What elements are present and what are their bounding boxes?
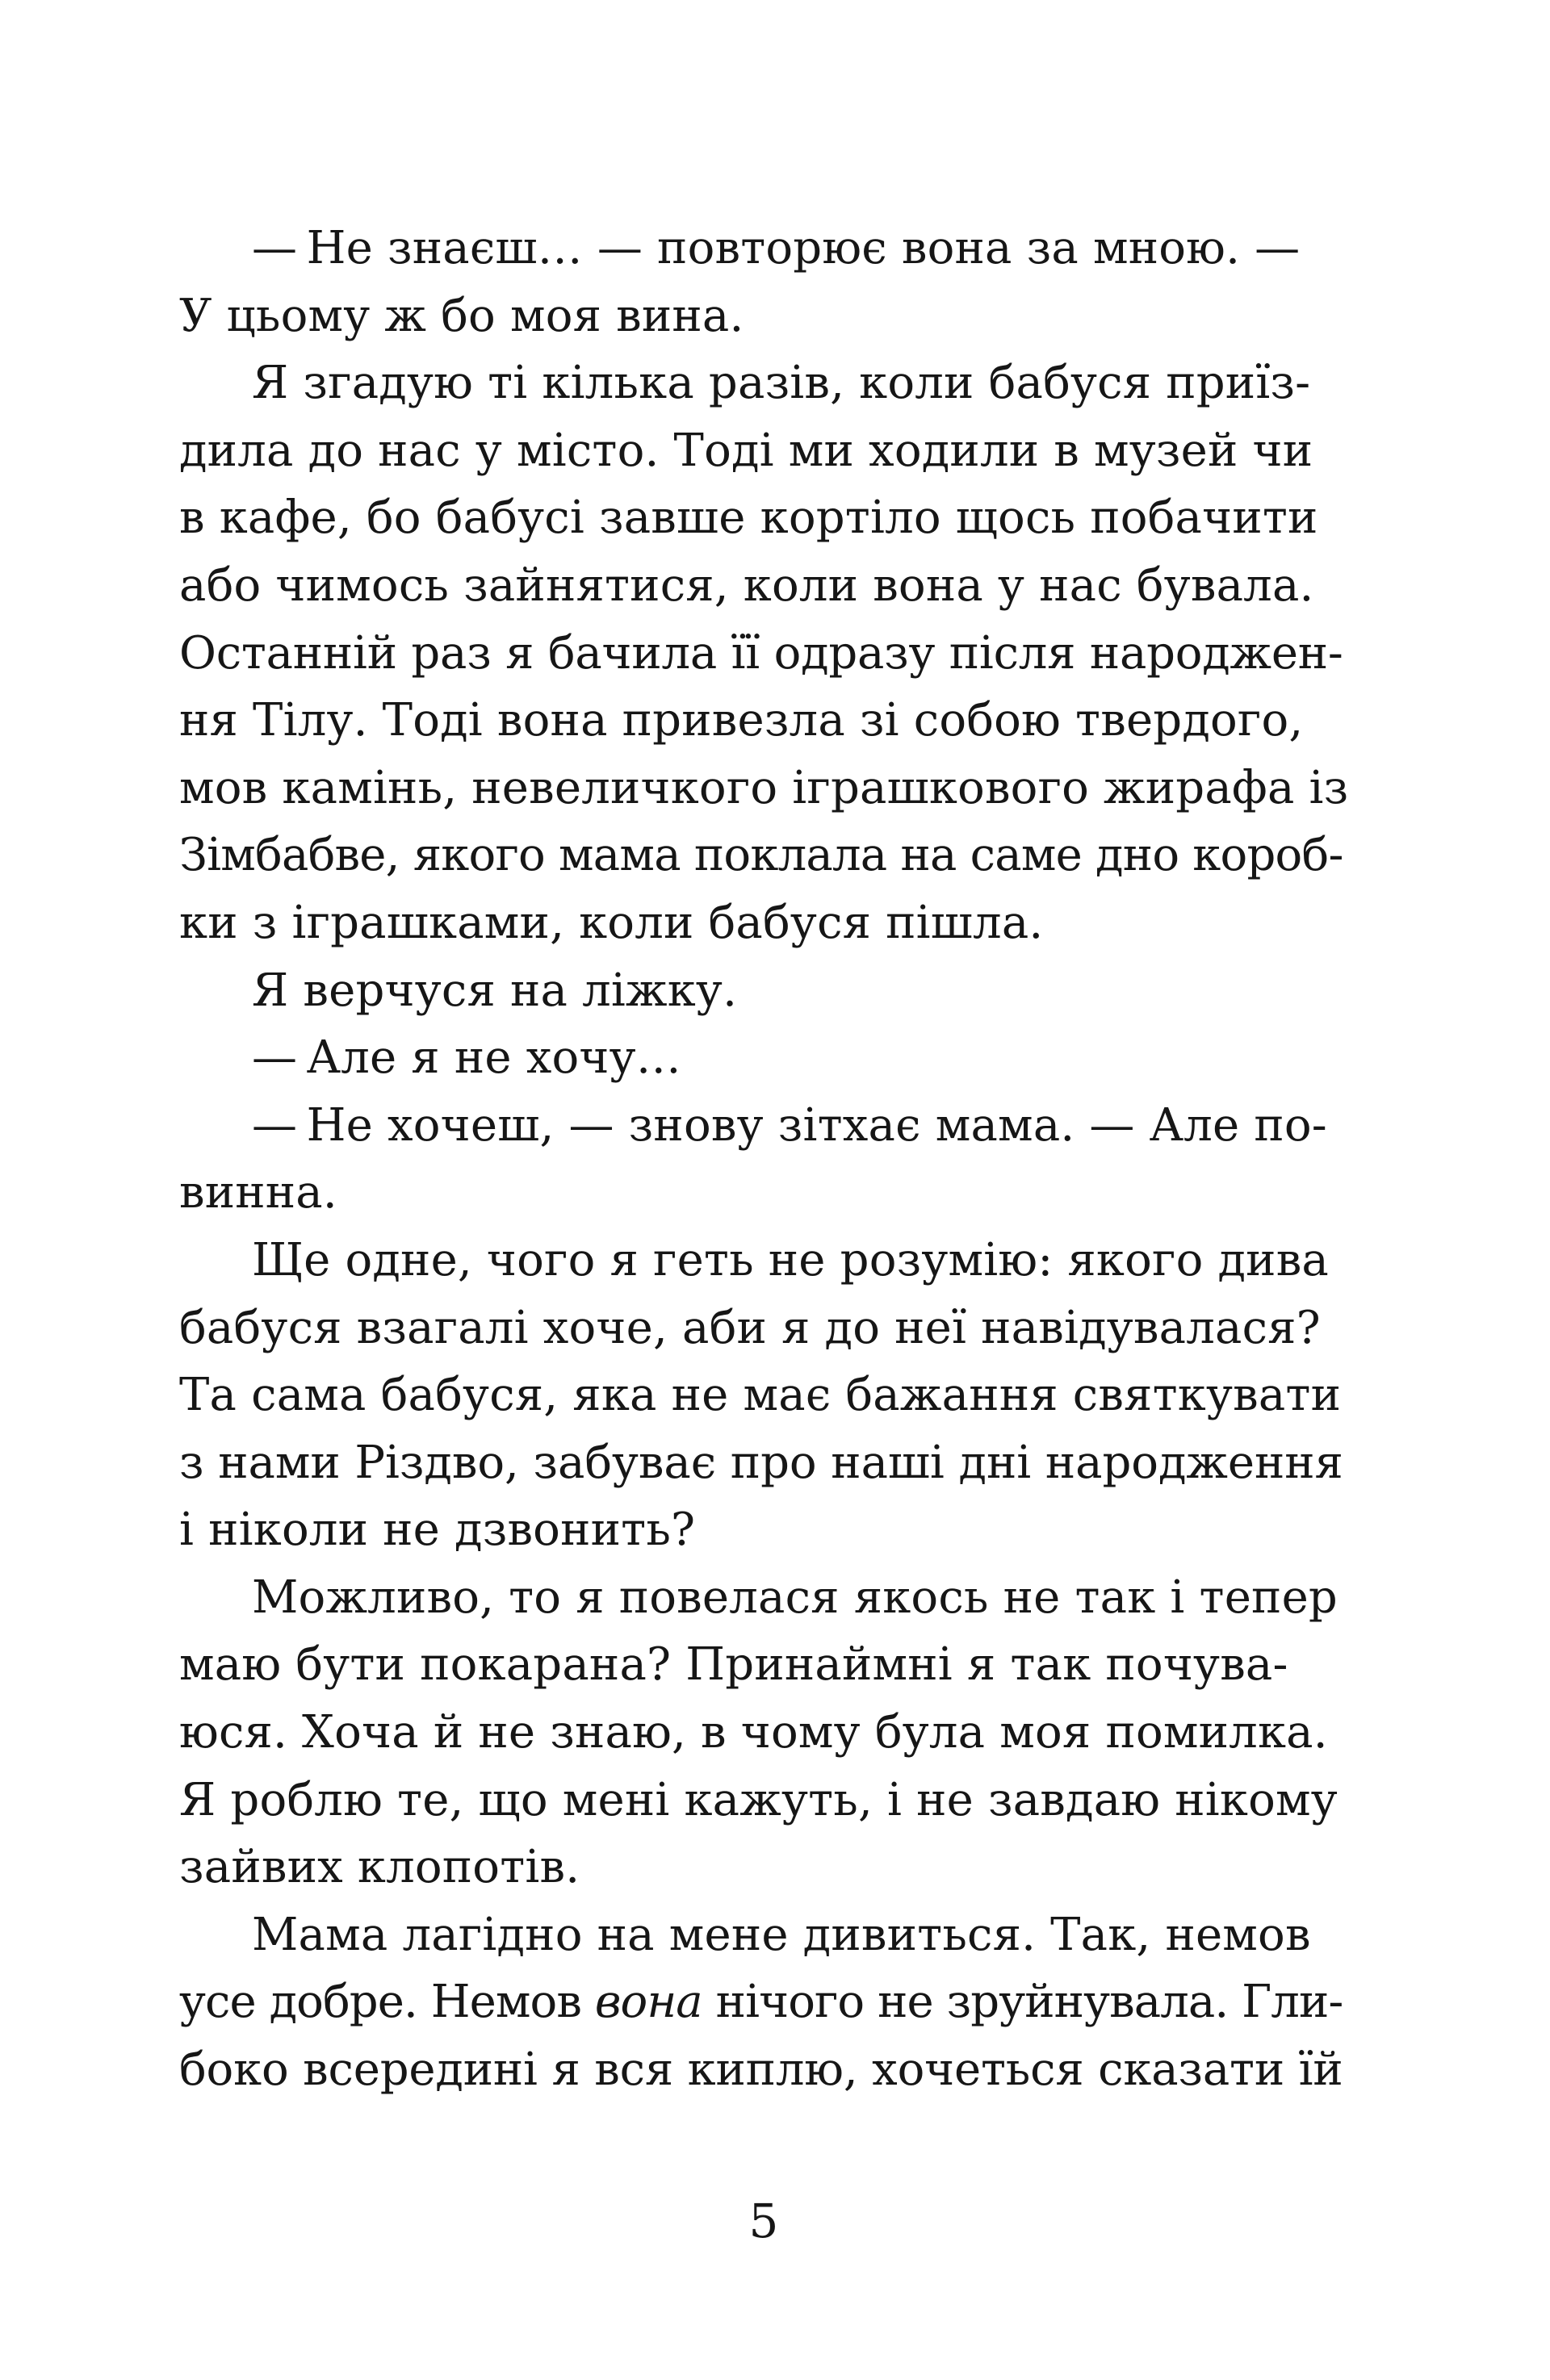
text-line: Я роблю те, що мені кажуть, і не завдаю нікому xyxy=(179,1773,1338,1826)
text-line: ня Тілу. Тоді вона привезла зі собою твердого, xyxy=(179,694,1304,747)
text-line: ки з іграшками, коли бабуся пішла. xyxy=(179,896,1044,949)
text-line: з нами Різдво, забуває про наші дні народження xyxy=(179,1436,1343,1489)
emphasized-word: вона xyxy=(594,1976,702,2029)
text-line: зайвих клопотів. xyxy=(179,1841,580,1894)
text-line: мов камінь, невеличкого іграшкового жирафа із xyxy=(179,761,1349,814)
text-line: юся. Хоча й не знаю, в чому була моя помилка. xyxy=(179,1706,1328,1759)
text-line: боко всередині я вся киплю, хочеться сказати їй xyxy=(179,2043,1343,2097)
text-line: бабуся взагалі хоче, аби я до неї навідувалася? xyxy=(179,1301,1321,1354)
text-segment: усе добре. Немов xyxy=(179,1976,595,2029)
text-line: Ще одне, чого я геть не розумію: якого дива xyxy=(252,1233,1330,1286)
text-line: — Але я не хочу… xyxy=(252,1031,681,1085)
text-line: Останній раз я бачила її одразу після народжен- xyxy=(179,626,1343,680)
text-line: Та сама бабуся, яка не має бажання святкувати xyxy=(179,1369,1342,1422)
text-line: — Не хочеш, — знову зітхає мама. — Але по- xyxy=(252,1098,1327,1152)
text-line: — Не знаєш… — повторює вона за мною. — xyxy=(252,222,1301,274)
text-line: або чимось зайнятися, коли вона у нас бувала. xyxy=(179,558,1314,612)
text-line: дила до нас у місто. Тоді ми ходили в музей чи xyxy=(179,424,1313,477)
text-line: Можливо, то я повелася якось не так і тепер xyxy=(252,1571,1338,1624)
text-segment: нічого не зруйнувала. Гли- xyxy=(702,1976,1343,2029)
text-line: Я згадую ті кілька разів, коли бабуся приїз- xyxy=(252,357,1311,410)
page-number: 5 xyxy=(748,2194,779,2248)
text-line: Я верчуся на ліжку. xyxy=(252,964,738,1017)
text-line: і ніколи не дзвонить? xyxy=(179,1504,696,1557)
text-line: Мама лагідно на мене дивиться. Так, немов xyxy=(252,1908,1311,1961)
text-line: У цьому ж бо моя вина. xyxy=(179,289,744,342)
text-line-with-emphasis xyxy=(179,1968,1351,2036)
body-text xyxy=(179,215,1351,2104)
text-line: Зімбабве, якого мама поклала на саме дно короб- xyxy=(179,829,1343,882)
text-line: маю бути покарана? Принаймні я так почува- xyxy=(179,1638,1288,1692)
text-line: винна. xyxy=(179,1166,337,1219)
text-line: в кафе, бо бабусі завше кортіло щось побачити xyxy=(179,491,1318,545)
